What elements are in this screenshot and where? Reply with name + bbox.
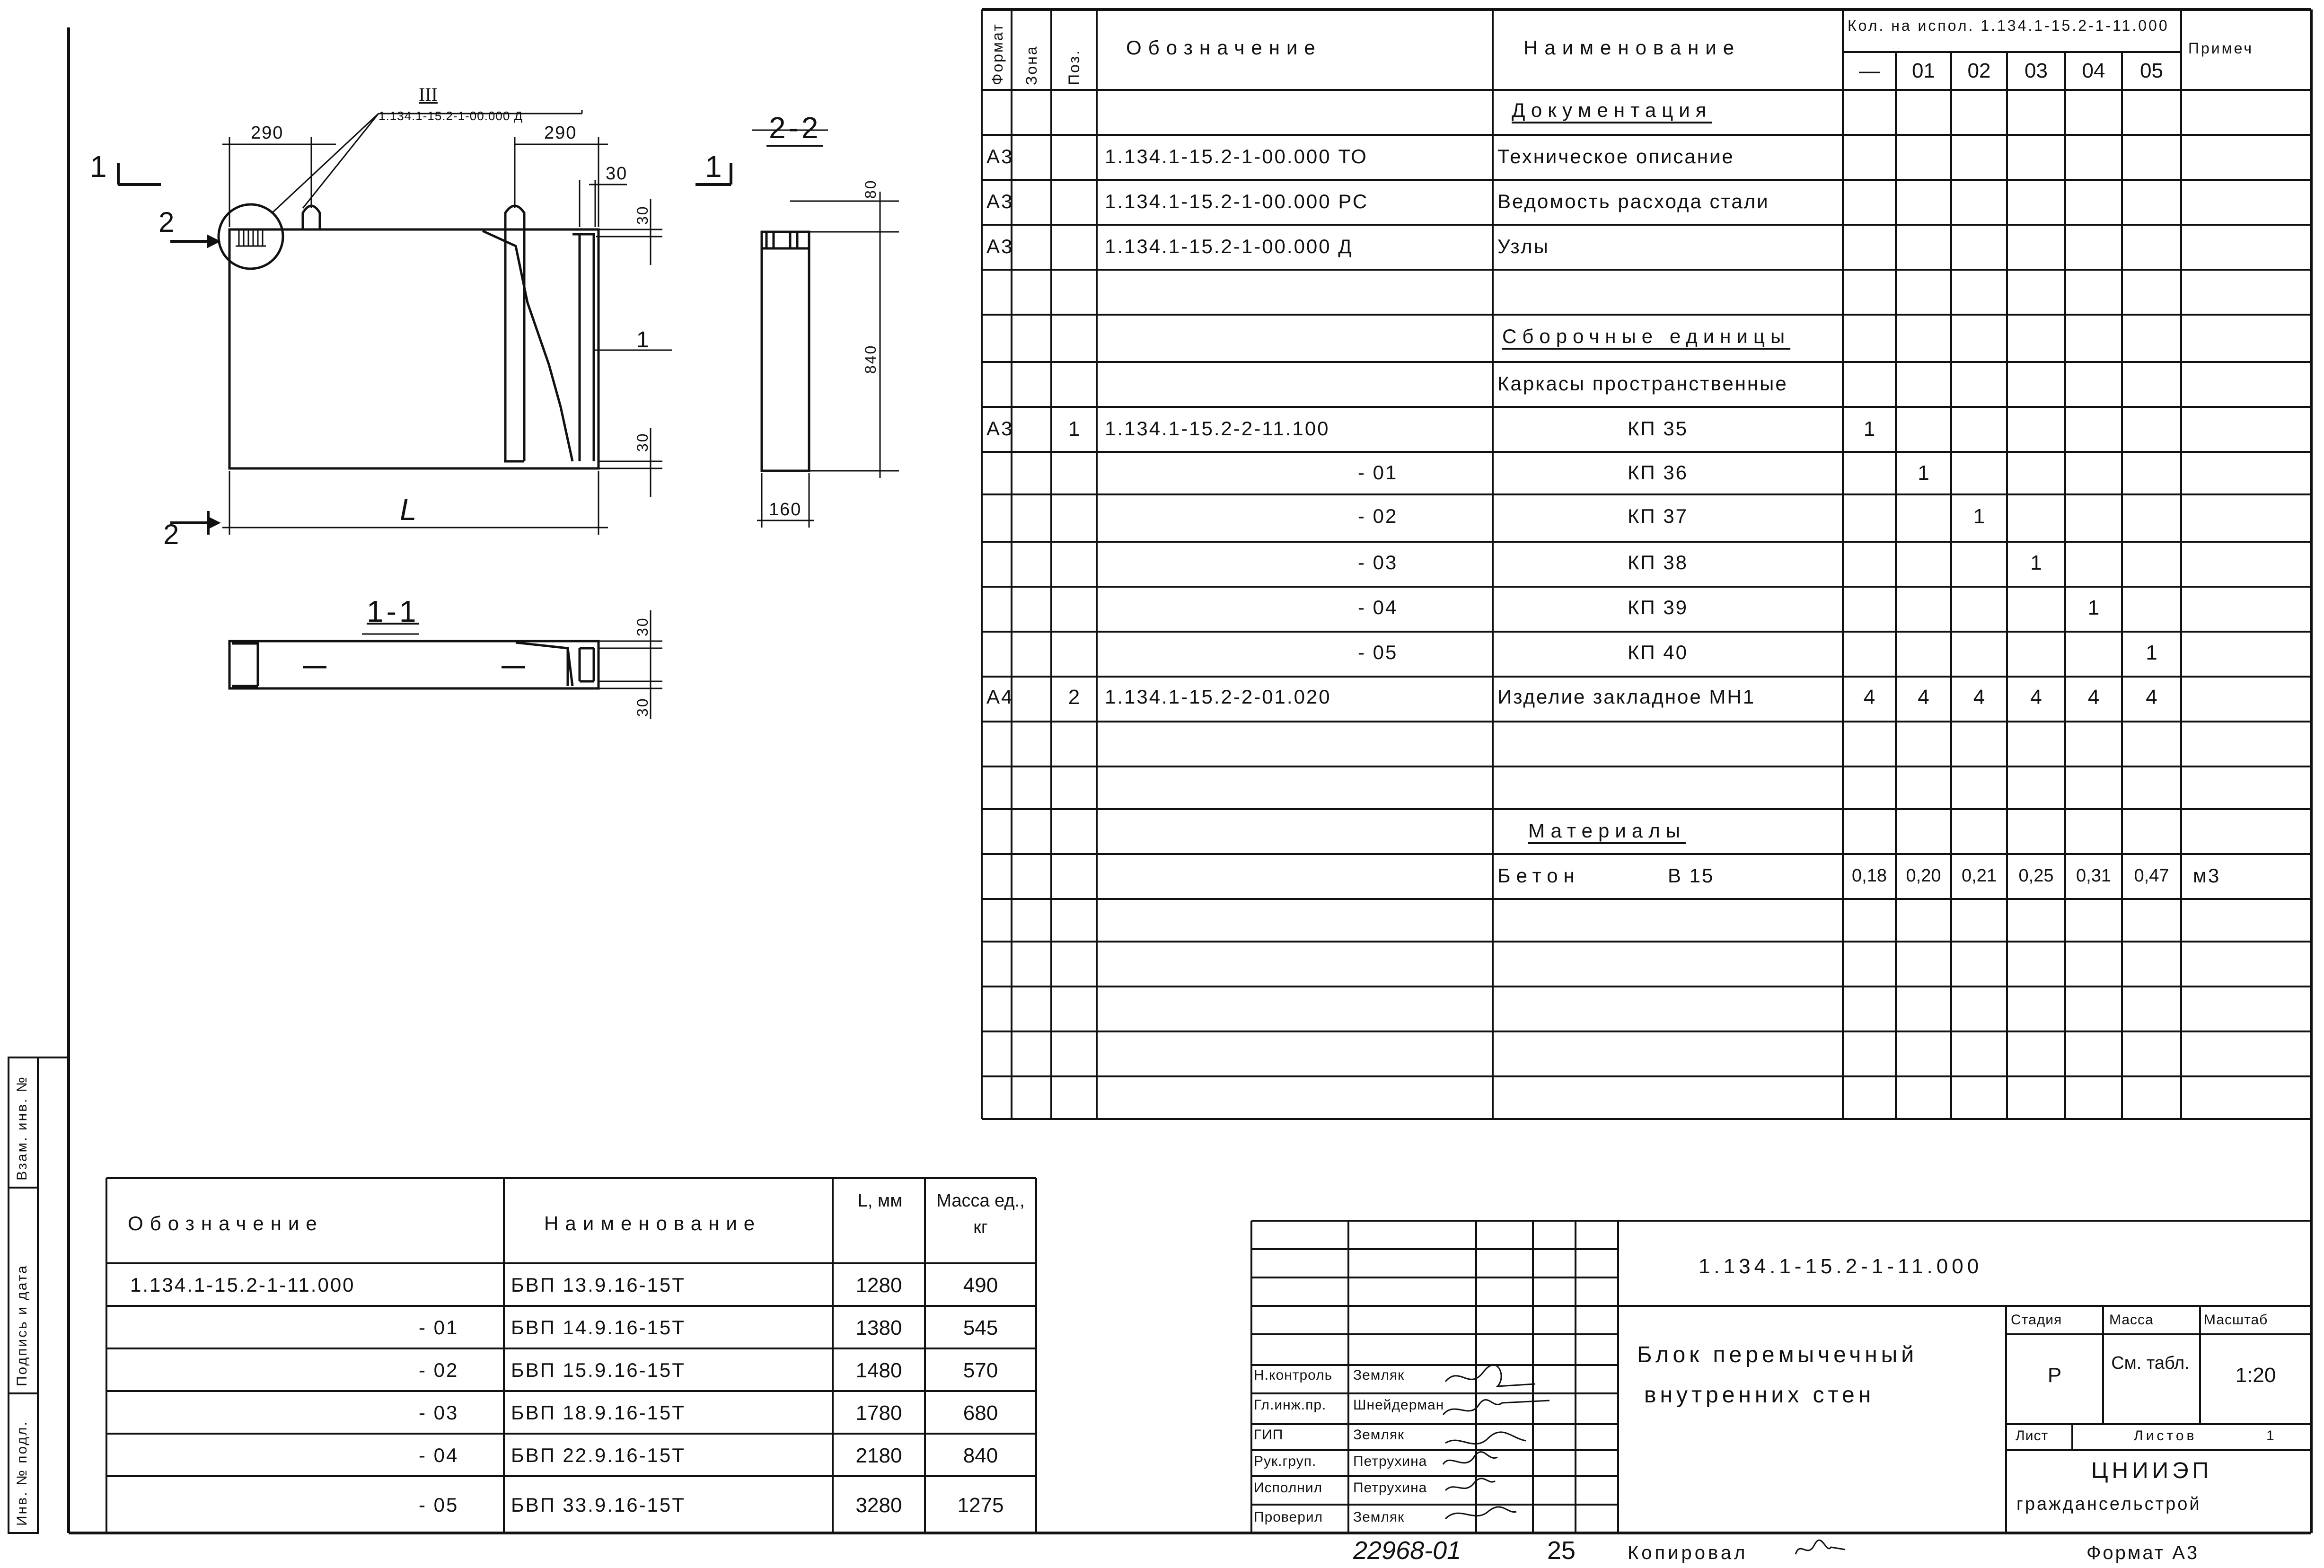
concrete-name: Бетон bbox=[1497, 864, 1580, 887]
qty-col-header-01: 01 bbox=[1912, 59, 1935, 82]
kp35-name: КП 35 bbox=[1628, 417, 1689, 440]
kp40-name: КП 40 bbox=[1628, 641, 1689, 663]
staff-5-name: Земляк bbox=[1353, 1509, 1405, 1525]
embed-qty-01: 4 bbox=[1918, 686, 1929, 709]
cut-mark-1-left: 1 bbox=[90, 150, 107, 184]
concrete-qty-04: 0,31 bbox=[2076, 866, 2111, 886]
scale-value: 1:20 bbox=[2235, 1364, 2276, 1387]
sheets-value: 1 bbox=[2266, 1428, 2275, 1444]
format-label: Формат А3 bbox=[2086, 1542, 2200, 1563]
side-replace-inv: Взам. инв. № bbox=[14, 1075, 30, 1180]
variant-2-mass: 570 bbox=[963, 1359, 998, 1382]
doc2-format: А3 bbox=[986, 190, 1014, 212]
stage-value: Р bbox=[2047, 1364, 2062, 1387]
variants-mass-header: Масса ед., кг bbox=[936, 1191, 1025, 1237]
dim-80: 80 bbox=[862, 179, 879, 199]
embed-format: А4 bbox=[986, 686, 1014, 708]
concrete-grade: В 15 bbox=[1668, 864, 1715, 887]
dim-290-right: 290 bbox=[544, 123, 577, 143]
staff-5-role: Проверил bbox=[1254, 1509, 1323, 1525]
callout-reference: 1.134.1-15.2-1-00.000 Д bbox=[379, 109, 523, 123]
position-mark-1: 1 bbox=[636, 327, 649, 352]
qty-col-header-02: 02 bbox=[1967, 59, 1991, 82]
embed-qty-05: 4 bbox=[2146, 686, 2157, 709]
title-line-1: Блок перемычечный bbox=[1637, 1342, 1918, 1367]
kp36-name: КП 36 bbox=[1628, 461, 1689, 484]
dim-30-right-top: 30 bbox=[634, 205, 651, 225]
col-name-header: Наименование bbox=[1523, 36, 1741, 59]
kp38-designation: - 03 bbox=[1358, 551, 1398, 573]
variant-3-designation: - 03 bbox=[419, 1401, 459, 1424]
variant-2-name: БВП 15.9.16-15Т bbox=[511, 1359, 686, 1381]
cut-mark-2-bottom: 2 bbox=[163, 519, 179, 550]
col-pos-header: Поз. bbox=[1065, 49, 1083, 85]
staff-3-name: Петрухина bbox=[1353, 1453, 1427, 1469]
kp39-name: КП 39 bbox=[1628, 596, 1689, 618]
dim-30-top: 30 bbox=[606, 164, 628, 184]
col-zone-header: Зона bbox=[1023, 45, 1040, 85]
kp35-format: А3 bbox=[986, 417, 1014, 440]
staff-4-role: Исполнил bbox=[1254, 1480, 1323, 1496]
dim-160: 160 bbox=[769, 500, 802, 520]
staff-4-name: Петрухина bbox=[1353, 1480, 1427, 1496]
variant-4-designation: - 04 bbox=[419, 1444, 459, 1466]
variant-2-designation: - 02 bbox=[419, 1359, 459, 1381]
qty-col-header-03: 03 bbox=[2025, 59, 2048, 82]
variant-4-name: БВП 22.9.16-15Т bbox=[511, 1444, 686, 1466]
copied-label: Копировал bbox=[1628, 1542, 1748, 1563]
section-assembly: Сборочные единицы bbox=[1502, 325, 1791, 347]
kp40-designation: - 05 bbox=[1358, 641, 1398, 663]
staff-0-name: Земляк bbox=[1353, 1367, 1405, 1383]
doc3-name: Узлы bbox=[1497, 235, 1549, 257]
concrete-qty-01: 0,20 bbox=[1906, 866, 1941, 886]
org-line-2: граждансельстрой bbox=[2016, 1494, 2201, 1514]
variants-length-header: L, мм bbox=[857, 1191, 903, 1211]
staff-2-name: Земляк bbox=[1353, 1427, 1405, 1443]
copyist-signature bbox=[1793, 1535, 1850, 1564]
doc1-format: А3 bbox=[986, 145, 1014, 167]
kp35-designation: 1.134.1-15.2-2-11.100 bbox=[1105, 417, 1330, 440]
cut-mark-2-top: 2 bbox=[158, 206, 175, 238]
doc3-format: А3 bbox=[986, 235, 1014, 257]
embed-name: Изделие закладное МН1 bbox=[1497, 686, 1756, 708]
stage-label: Стадия bbox=[2011, 1312, 2062, 1328]
kp36-designation: - 01 bbox=[1358, 461, 1398, 484]
doc1-designation: 1.134.1-15.2-1-00.000 ТО bbox=[1105, 145, 1368, 167]
variant-3-name: БВП 18.9.16-15Т bbox=[511, 1401, 686, 1424]
variant-0-name: БВП 13.9.16-15Т bbox=[511, 1274, 686, 1296]
col-qty-group-header: Кол. на испол. 1.134.1-15.2-1-11.000 bbox=[1848, 17, 2169, 34]
kp37-designation: - 02 bbox=[1358, 505, 1398, 527]
staff-0-role: Н.контроль bbox=[1254, 1367, 1333, 1383]
variant-5-name: БВП 33.9.16-15Т bbox=[511, 1494, 686, 1516]
col-format-header: Формат bbox=[989, 23, 1006, 85]
embed-pos: 2 bbox=[1068, 686, 1080, 709]
kp37-qty: 1 bbox=[1973, 505, 1985, 528]
concrete-note: м3 bbox=[2193, 864, 2221, 887]
kp37-name: КП 37 bbox=[1628, 505, 1689, 527]
qty-col-header-base: — bbox=[1859, 59, 1880, 82]
mass-label: Масса bbox=[2109, 1312, 2154, 1328]
doc2-designation: 1.134.1-15.2-1-00.000 РС bbox=[1105, 190, 1369, 212]
qty-col-header-04: 04 bbox=[2082, 59, 2105, 82]
qty-col-header-05: 05 bbox=[2140, 59, 2163, 82]
variant-3-mass: 680 bbox=[963, 1401, 998, 1425]
variants-name-header: Наименование bbox=[544, 1212, 762, 1234]
section-materials: Материалы bbox=[1528, 819, 1686, 842]
section-1-1-title: 1-1 bbox=[367, 594, 419, 628]
concrete-qty-05: 0,47 bbox=[2134, 866, 2169, 886]
kp36-qty: 1 bbox=[1918, 461, 1929, 484]
elevation-view bbox=[219, 204, 599, 468]
section-2-2-title: 2-2 bbox=[769, 111, 821, 145]
sheet-label: Лист bbox=[2016, 1428, 2049, 1444]
title-line-2: внутренних стен bbox=[1644, 1383, 1875, 1408]
variants-designation-header: Обозначение bbox=[128, 1212, 324, 1234]
variant-1-designation: - 01 bbox=[419, 1316, 459, 1339]
section-2-2 bbox=[762, 232, 809, 471]
embed-qty-02: 4 bbox=[1973, 686, 1985, 709]
doc3-designation: 1.134.1-15.2-1-00.000 Д bbox=[1105, 235, 1353, 257]
col-note-header: Примеч bbox=[2188, 40, 2254, 57]
kp40-qty: 1 bbox=[2146, 641, 2157, 664]
section-documentation: Документация bbox=[1512, 99, 1712, 121]
variant-0-mass: 490 bbox=[963, 1274, 998, 1297]
sheets-label: Листов bbox=[2134, 1428, 2197, 1444]
side-inv-original: Инв. № подл. bbox=[14, 1420, 30, 1526]
staff-1-name: Шнейдерман bbox=[1353, 1397, 1444, 1413]
kp38-name: КП 38 bbox=[1628, 551, 1689, 573]
variant-2-length: 1480 bbox=[855, 1359, 902, 1382]
embed-qty-03: 4 bbox=[2030, 686, 2042, 709]
dim-30-right-bottom: 30 bbox=[634, 432, 651, 452]
variant-5-length: 3280 bbox=[855, 1494, 902, 1517]
section-1-1 bbox=[229, 641, 599, 688]
dim-840: 840 bbox=[862, 344, 879, 374]
kp35-qty: 1 bbox=[1863, 417, 1875, 440]
kp35-pos: 1 bbox=[1068, 417, 1080, 440]
staff-3-role: Рук.груп. bbox=[1254, 1453, 1317, 1469]
doc1-name: Техническое описание bbox=[1497, 145, 1734, 167]
variant-4-length: 2180 bbox=[855, 1444, 902, 1467]
dim-290-left: 290 bbox=[251, 123, 284, 143]
side-sign-date: Подпись и дата bbox=[14, 1264, 30, 1386]
scale-label: Масштаб bbox=[2204, 1312, 2268, 1328]
embed-designation: 1.134.1-15.2-2-01.020 bbox=[1105, 686, 1331, 708]
kp39-designation: - 04 bbox=[1358, 596, 1398, 618]
variant-1-length: 1380 bbox=[855, 1316, 902, 1339]
embed-qty-base: 4 bbox=[1863, 686, 1875, 709]
cut-mark-1-right: 1 bbox=[705, 150, 722, 184]
variant-4-mass: 840 bbox=[963, 1444, 998, 1467]
mass-value: См. табл. bbox=[2111, 1353, 2190, 1373]
variant-3-length: 1780 bbox=[855, 1401, 902, 1425]
col-designation-header: Обозначение bbox=[1126, 36, 1322, 59]
dim-L: L bbox=[400, 493, 417, 527]
concrete-qty-base: 0,18 bbox=[1852, 866, 1887, 886]
archive-number: 22968-01 bbox=[1353, 1536, 1461, 1565]
concrete-qty-03: 0,25 bbox=[2018, 866, 2054, 886]
callout-number: III bbox=[419, 84, 438, 105]
embed-qty-04: 4 bbox=[2087, 686, 2100, 709]
kp39-qty: 1 bbox=[2087, 596, 2100, 619]
elevation-dims bbox=[222, 110, 672, 535]
page-number: 25 bbox=[1547, 1536, 1576, 1565]
variant-1-mass: 545 bbox=[963, 1316, 998, 1339]
concrete-qty-02: 0,21 bbox=[1962, 866, 1997, 886]
variant-0-designation: 1.134.1-15.2-1-11.000 bbox=[130, 1274, 355, 1296]
variant-1-name: БВП 14.9.16-15Т bbox=[511, 1316, 686, 1339]
doc2-name: Ведомость расхода стали bbox=[1497, 190, 1769, 212]
staff-1-role: Гл.инж.пр. bbox=[1254, 1397, 1327, 1413]
doc-code: 1.134.1-15.2-1-11.000 bbox=[1699, 1255, 1983, 1278]
variant-5-designation: - 05 bbox=[419, 1494, 459, 1516]
variant-0-length: 1280 bbox=[855, 1274, 902, 1297]
dim-30-section-top: 30 bbox=[634, 617, 651, 636]
frames-title: Каркасы пространственные bbox=[1497, 372, 1788, 395]
dim-30-section-bottom: 30 bbox=[634, 697, 651, 717]
staff-2-role: ГИП bbox=[1254, 1427, 1284, 1443]
org-line-1: ЦНИИЭП bbox=[2091, 1458, 2213, 1483]
kp38-qty: 1 bbox=[2030, 551, 2042, 574]
signatures bbox=[1441, 1363, 1564, 1528]
variant-5-mass: 1275 bbox=[957, 1494, 1004, 1517]
elevation-hatch bbox=[236, 229, 266, 246]
